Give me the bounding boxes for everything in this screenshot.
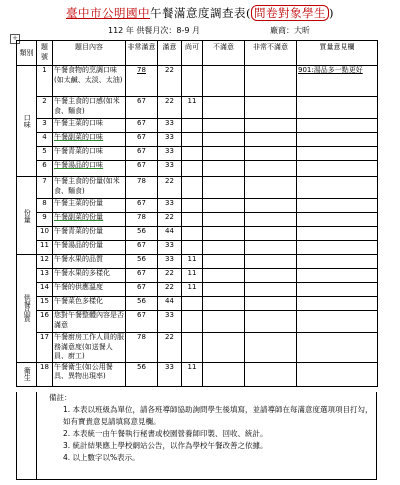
item-number: 18 — [37, 362, 53, 386]
value-unsatisfied[interactable] — [203, 133, 245, 147]
value-very-unsatisfied[interactable] — [245, 213, 297, 227]
comment-cell[interactable] — [297, 66, 378, 97]
value-unsatisfied[interactable] — [203, 255, 245, 269]
value-text: 67 — [137, 97, 146, 105]
item-text — [53, 227, 126, 241]
table-row — [17, 283, 378, 297]
comment-cell[interactable] — [297, 97, 378, 119]
category-cell: 供餐品質 — [17, 255, 37, 363]
value-text: 67 — [137, 161, 146, 169]
item-number: 10 — [37, 227, 53, 241]
note-line: 2. 本表統一由午餐執行秘書或校園營養師印製、回收、統計。 — [63, 429, 268, 438]
note-line: 4. 以上數字以%表示。 — [63, 453, 140, 462]
title-main: 午餐滿意度調查表 — [150, 6, 246, 20]
value-satisfied[interactable] — [158, 333, 182, 363]
value-text: 33 — [165, 119, 174, 127]
item-number: 14 — [37, 283, 53, 297]
value-ok[interactable] — [182, 213, 203, 227]
item-text-label: 您對午餐整體內容是否滿意 — [54, 311, 124, 329]
header-item: 題目內容 — [53, 41, 126, 66]
item-text — [53, 213, 126, 227]
item-text-label: 午餐食物的烹調口味(如太鹹、太淡、太油) — [54, 66, 123, 84]
table-row — [17, 333, 378, 363]
item-number: 9 — [37, 213, 53, 227]
table-row — [17, 311, 378, 333]
value-ok[interactable] — [182, 66, 203, 97]
title-highlight: 問卷對象學生 — [251, 5, 329, 21]
value-text: 44 — [165, 297, 174, 305]
table-row — [17, 147, 378, 161]
item-text-label: 午餐湯品的口味 — [54, 161, 103, 169]
value-text: 33 — [165, 241, 174, 249]
table-row — [17, 269, 378, 283]
value-ok[interactable] — [182, 199, 203, 213]
value-satisfied[interactable] — [158, 213, 182, 227]
header-number: 題號 — [37, 41, 53, 66]
header-unsatisfied: 不滿意 — [203, 41, 245, 66]
item-text — [53, 119, 126, 133]
value-unsatisfied[interactable] — [203, 119, 245, 133]
header-satisfied: 滿意 — [158, 41, 182, 66]
item-text-label: 午餐副菜的口味 — [54, 133, 103, 141]
item-number: 11 — [37, 241, 53, 255]
item-text — [53, 362, 126, 386]
value-very-unsatisfied[interactable] — [245, 362, 297, 386]
value-very-unsatisfied[interactable] — [245, 199, 297, 213]
value-unsatisfied[interactable] — [203, 97, 245, 119]
table-row — [17, 119, 378, 133]
item-text — [53, 241, 126, 255]
value-text: 22 — [165, 283, 174, 291]
value-text: 11 — [187, 269, 197, 277]
value-very-satisfied[interactable] — [126, 147, 158, 161]
value-text: 33 — [165, 161, 174, 169]
item-text-label: 午餐水果的品質 — [54, 255, 103, 263]
item-text-label: 午餐主菜的份量 — [54, 199, 103, 207]
value-text: 33 — [165, 133, 174, 141]
comment-cell[interactable] — [297, 199, 378, 213]
value-ok[interactable] — [182, 133, 203, 147]
value-very-satisfied[interactable] — [126, 161, 158, 177]
value-text: 67 — [137, 269, 146, 277]
item-number: 3 — [37, 119, 53, 133]
item-text-label: 午餐主食的口感(如米食、麵食) — [54, 97, 120, 115]
value-very-unsatisfied[interactable] — [245, 177, 297, 199]
comment-cell[interactable] — [297, 283, 378, 297]
table-move-handle-icon[interactable]: + — [10, 34, 20, 44]
value-text: 67 — [137, 147, 146, 155]
value-very-satisfied[interactable] — [126, 297, 158, 311]
category-cell: 口味 — [17, 66, 37, 177]
value-text: 78 — [137, 66, 146, 74]
item-text — [53, 283, 126, 297]
value-satisfied[interactable] — [158, 283, 182, 297]
value-satisfied[interactable] — [158, 269, 182, 283]
item-number: 15 — [37, 297, 53, 311]
header-very-unsatisfied: 非常不滿意 — [245, 41, 297, 66]
value-text: 11 — [187, 283, 197, 291]
item-text — [53, 199, 126, 213]
item-text-label: 午餐衛生(如公用餐具、異物出現率) — [54, 362, 113, 380]
item-text-label: 午餐的供應溫度 — [54, 283, 103, 291]
notes-left-cell — [16, 392, 36, 480]
value-text: 33 — [165, 255, 174, 263]
value-satisfied[interactable] — [158, 241, 182, 255]
item-number: 8 — [37, 199, 53, 213]
item-number: 17 — [37, 333, 53, 363]
comment-cell[interactable] — [297, 255, 378, 269]
category-cell: 衛生 — [17, 362, 37, 386]
table-row — [17, 97, 378, 119]
comment-cell[interactable] — [297, 269, 378, 283]
item-text — [53, 66, 126, 97]
value-text: 44 — [165, 227, 174, 235]
item-number: 5 — [37, 147, 53, 161]
value-text: 67 — [137, 119, 146, 127]
value-very-unsatisfied[interactable] — [245, 161, 297, 177]
value-very-unsatisfied[interactable] — [245, 255, 297, 269]
value-text: 78 — [137, 177, 146, 185]
value-very-satisfied[interactable] — [126, 199, 158, 213]
value-text: 67 — [137, 241, 146, 249]
value-satisfied[interactable] — [158, 161, 182, 177]
notes-box — [36, 392, 377, 480]
value-unsatisfied[interactable] — [203, 311, 245, 333]
table-row — [17, 297, 378, 311]
value-satisfied[interactable] — [158, 97, 182, 119]
comment-cell[interactable] — [297, 119, 378, 133]
value-text: 78 — [137, 213, 146, 221]
item-number: 13 — [37, 269, 53, 283]
value-ok[interactable] — [182, 147, 203, 161]
value-text: 22 — [165, 269, 174, 277]
table-row — [17, 177, 378, 199]
item-text-label: 午餐湯品的份量 — [54, 241, 103, 249]
value-ok[interactable] — [182, 311, 203, 333]
header-comments: 質量意見欄 — [297, 41, 378, 66]
value-text: 67 — [137, 199, 146, 207]
value-very-unsatisfied[interactable] — [245, 297, 297, 311]
value-ok[interactable] — [182, 227, 203, 241]
comment-cell[interactable] — [297, 333, 378, 363]
title-prefix: 臺中市公明國中 — [66, 6, 150, 20]
value-ok[interactable] — [182, 241, 203, 255]
value-unsatisfied[interactable] — [203, 333, 245, 363]
item-number: 7 — [37, 177, 53, 199]
value-unsatisfied[interactable] — [203, 161, 245, 177]
value-text: 56 — [137, 227, 146, 235]
value-text: 33 — [165, 199, 174, 207]
value-satisfied[interactable] — [158, 255, 182, 269]
value-very-unsatisfied[interactable] — [245, 119, 297, 133]
value-unsatisfied[interactable] — [203, 199, 245, 213]
value-text: 22 — [165, 213, 174, 221]
value-satisfied[interactable] — [158, 133, 182, 147]
comment-cell[interactable] — [297, 311, 378, 333]
value-ok[interactable] — [182, 269, 203, 283]
item-text — [53, 133, 126, 147]
value-unsatisfied[interactable] — [203, 147, 245, 161]
table-row — [17, 161, 378, 177]
header-ok: 尚可 — [182, 41, 203, 66]
item-text-label: 午餐青菜的口味 — [54, 147, 103, 155]
value-ok[interactable] — [182, 119, 203, 133]
value-unsatisfied[interactable] — [203, 269, 245, 283]
item-number: 1 — [37, 66, 53, 97]
comment-cell[interactable] — [297, 362, 378, 386]
notes-title: 備註： — [49, 393, 72, 402]
value-text: 22 — [165, 333, 174, 341]
value-text: 67 — [137, 133, 146, 141]
table-row — [17, 362, 378, 386]
comment-cell[interactable] — [297, 241, 378, 255]
value-very-unsatisfied[interactable] — [245, 97, 297, 119]
value-very-unsatisfied[interactable] — [245, 66, 297, 97]
header-category: 類別 — [17, 41, 37, 66]
comment-text: 901:湯品多一點更好 — [298, 66, 363, 74]
table-row — [17, 133, 378, 147]
value-text: 22 — [165, 97, 174, 105]
comment-cell[interactable] — [297, 147, 378, 161]
value-very-satisfied[interactable] — [126, 241, 158, 255]
header-row — [17, 41, 378, 66]
value-very-satisfied[interactable] — [126, 133, 158, 147]
item-text — [53, 97, 126, 119]
value-unsatisfied[interactable] — [203, 66, 245, 97]
table-row — [17, 213, 378, 227]
value-text: 33 — [165, 147, 174, 155]
comment-cell[interactable] — [297, 227, 378, 241]
comment-cell[interactable] — [297, 133, 378, 147]
item-text — [53, 333, 126, 363]
item-text — [53, 147, 126, 161]
value-unsatisfied[interactable] — [203, 177, 245, 199]
comment-cell[interactable] — [297, 297, 378, 311]
value-very-unsatisfied[interactable] — [245, 269, 297, 283]
value-very-satisfied[interactable] — [126, 227, 158, 241]
value-satisfied[interactable] — [158, 119, 182, 133]
value-very-satisfied[interactable] — [126, 119, 158, 133]
value-ok[interactable] — [182, 161, 203, 177]
value-ok[interactable] — [182, 362, 203, 386]
value-satisfied[interactable] — [158, 177, 182, 199]
item-number: 16 — [37, 311, 53, 333]
value-text: 22 — [165, 66, 174, 74]
table-row — [17, 241, 378, 255]
value-very-satisfied[interactable] — [126, 213, 158, 227]
item-text-label: 午餐菜色多樣化 — [54, 297, 103, 305]
meta-vendor: 廠商：大昕 — [270, 26, 310, 35]
table-row — [17, 66, 378, 97]
value-satisfied[interactable] — [158, 297, 182, 311]
item-number: 6 — [37, 161, 53, 177]
value-satisfied[interactable] — [158, 199, 182, 213]
value-ok[interactable] — [182, 255, 203, 269]
value-unsatisfied[interactable] — [203, 227, 245, 241]
value-ok[interactable] — [182, 97, 203, 119]
value-text: 11 — [187, 255, 197, 263]
value-text: 11 — [187, 97, 197, 105]
value-very-satisfied[interactable] — [126, 97, 158, 119]
item-text — [53, 177, 126, 199]
value-text: 56 — [137, 362, 146, 371]
item-number: 12 — [37, 255, 53, 269]
value-text: 67 — [137, 283, 146, 291]
value-satisfied[interactable] — [158, 311, 182, 333]
survey-table — [16, 40, 378, 387]
table-row — [17, 199, 378, 213]
value-text: 78 — [137, 333, 146, 341]
note-line: 3. 統計結果應上學校網站公告，以作為學校午餐改善之依據。 — [63, 441, 268, 450]
value-ok[interactable] — [182, 333, 203, 363]
value-ok[interactable] — [182, 177, 203, 199]
item-text-label: 午餐青菜的份量 — [54, 227, 103, 235]
value-very-unsatisfied[interactable] — [245, 227, 297, 241]
item-text — [53, 311, 126, 333]
item-text — [53, 255, 126, 269]
value-unsatisfied[interactable] — [203, 213, 245, 227]
value-unsatisfied[interactable] — [203, 283, 245, 297]
value-very-satisfied[interactable] — [126, 333, 158, 363]
value-very-satisfied[interactable] — [126, 177, 158, 199]
item-number: 4 — [37, 133, 53, 147]
item-text-label: 午餐主菜的口味 — [54, 119, 103, 127]
item-text — [53, 269, 126, 283]
item-text — [53, 297, 126, 311]
value-very-unsatisfied[interactable] — [245, 133, 297, 147]
category-cell: 份量 — [17, 177, 37, 255]
note-line: 1. 本表以班級為單位，請各班導師協助詢問學生後填寫，並請導師在每滿意度選項項目打勾，如有寶貴意見請填寫意見欄。 — [63, 405, 373, 426]
item-text-label: 午餐廚房工作人員的服務滿意度(如送餐人員、廚工) — [54, 333, 124, 360]
item-text — [53, 161, 126, 177]
value-very-satisfied[interactable] — [126, 283, 158, 297]
comment-cell[interactable] — [297, 213, 378, 227]
value-very-satisfied[interactable] — [126, 255, 158, 269]
value-very-unsatisfied[interactable] — [245, 241, 297, 255]
value-very-satisfied[interactable] — [126, 269, 158, 283]
value-ok[interactable] — [182, 283, 203, 297]
comment-cell[interactable] — [297, 177, 378, 199]
value-satisfied[interactable] — [158, 66, 182, 97]
value-very-unsatisfied[interactable] — [245, 333, 297, 363]
table-row — [17, 227, 378, 241]
value-unsatisfied[interactable] — [203, 297, 245, 311]
header-very-satisfied: 非常滿意 — [126, 41, 158, 66]
value-unsatisfied[interactable] — [203, 241, 245, 255]
value-ok[interactable] — [182, 297, 203, 311]
value-very-satisfied[interactable] — [126, 66, 158, 97]
value-very-satisfied[interactable] — [126, 311, 158, 333]
meta-year: 112 年 供餐月次：8-9 月 — [108, 26, 200, 35]
value-text: 33 — [165, 362, 174, 371]
value-very-satisfied[interactable] — [126, 362, 158, 386]
value-text: 33 — [165, 311, 174, 319]
value-satisfied[interactable] — [158, 227, 182, 241]
value-very-unsatisfied[interactable] — [245, 311, 297, 333]
value-unsatisfied[interactable] — [203, 362, 245, 386]
value-text: 56 — [137, 255, 146, 263]
value-very-unsatisfied[interactable] — [245, 147, 297, 161]
value-text: 67 — [137, 311, 146, 319]
item-text-label: 午餐主食的份量(如米食、麵食) — [54, 177, 120, 195]
value-text: 22 — [165, 177, 174, 185]
value-text: 56 — [137, 297, 146, 305]
value-satisfied[interactable] — [158, 362, 182, 386]
value-very-unsatisfied[interactable] — [245, 283, 297, 297]
item-number: 2 — [37, 97, 53, 119]
value-text: 11 — [187, 362, 197, 371]
table-row — [17, 255, 378, 269]
value-satisfied[interactable] — [158, 147, 182, 161]
item-text-label: 午餐水果的多樣化 — [54, 269, 110, 277]
comment-cell[interactable] — [297, 161, 378, 177]
item-text-label: 午餐副菜的份量 — [54, 213, 103, 221]
page-title: 臺中市公明國中午餐滿意度調查表( 問卷對象學生 ) — [66, 6, 334, 20]
